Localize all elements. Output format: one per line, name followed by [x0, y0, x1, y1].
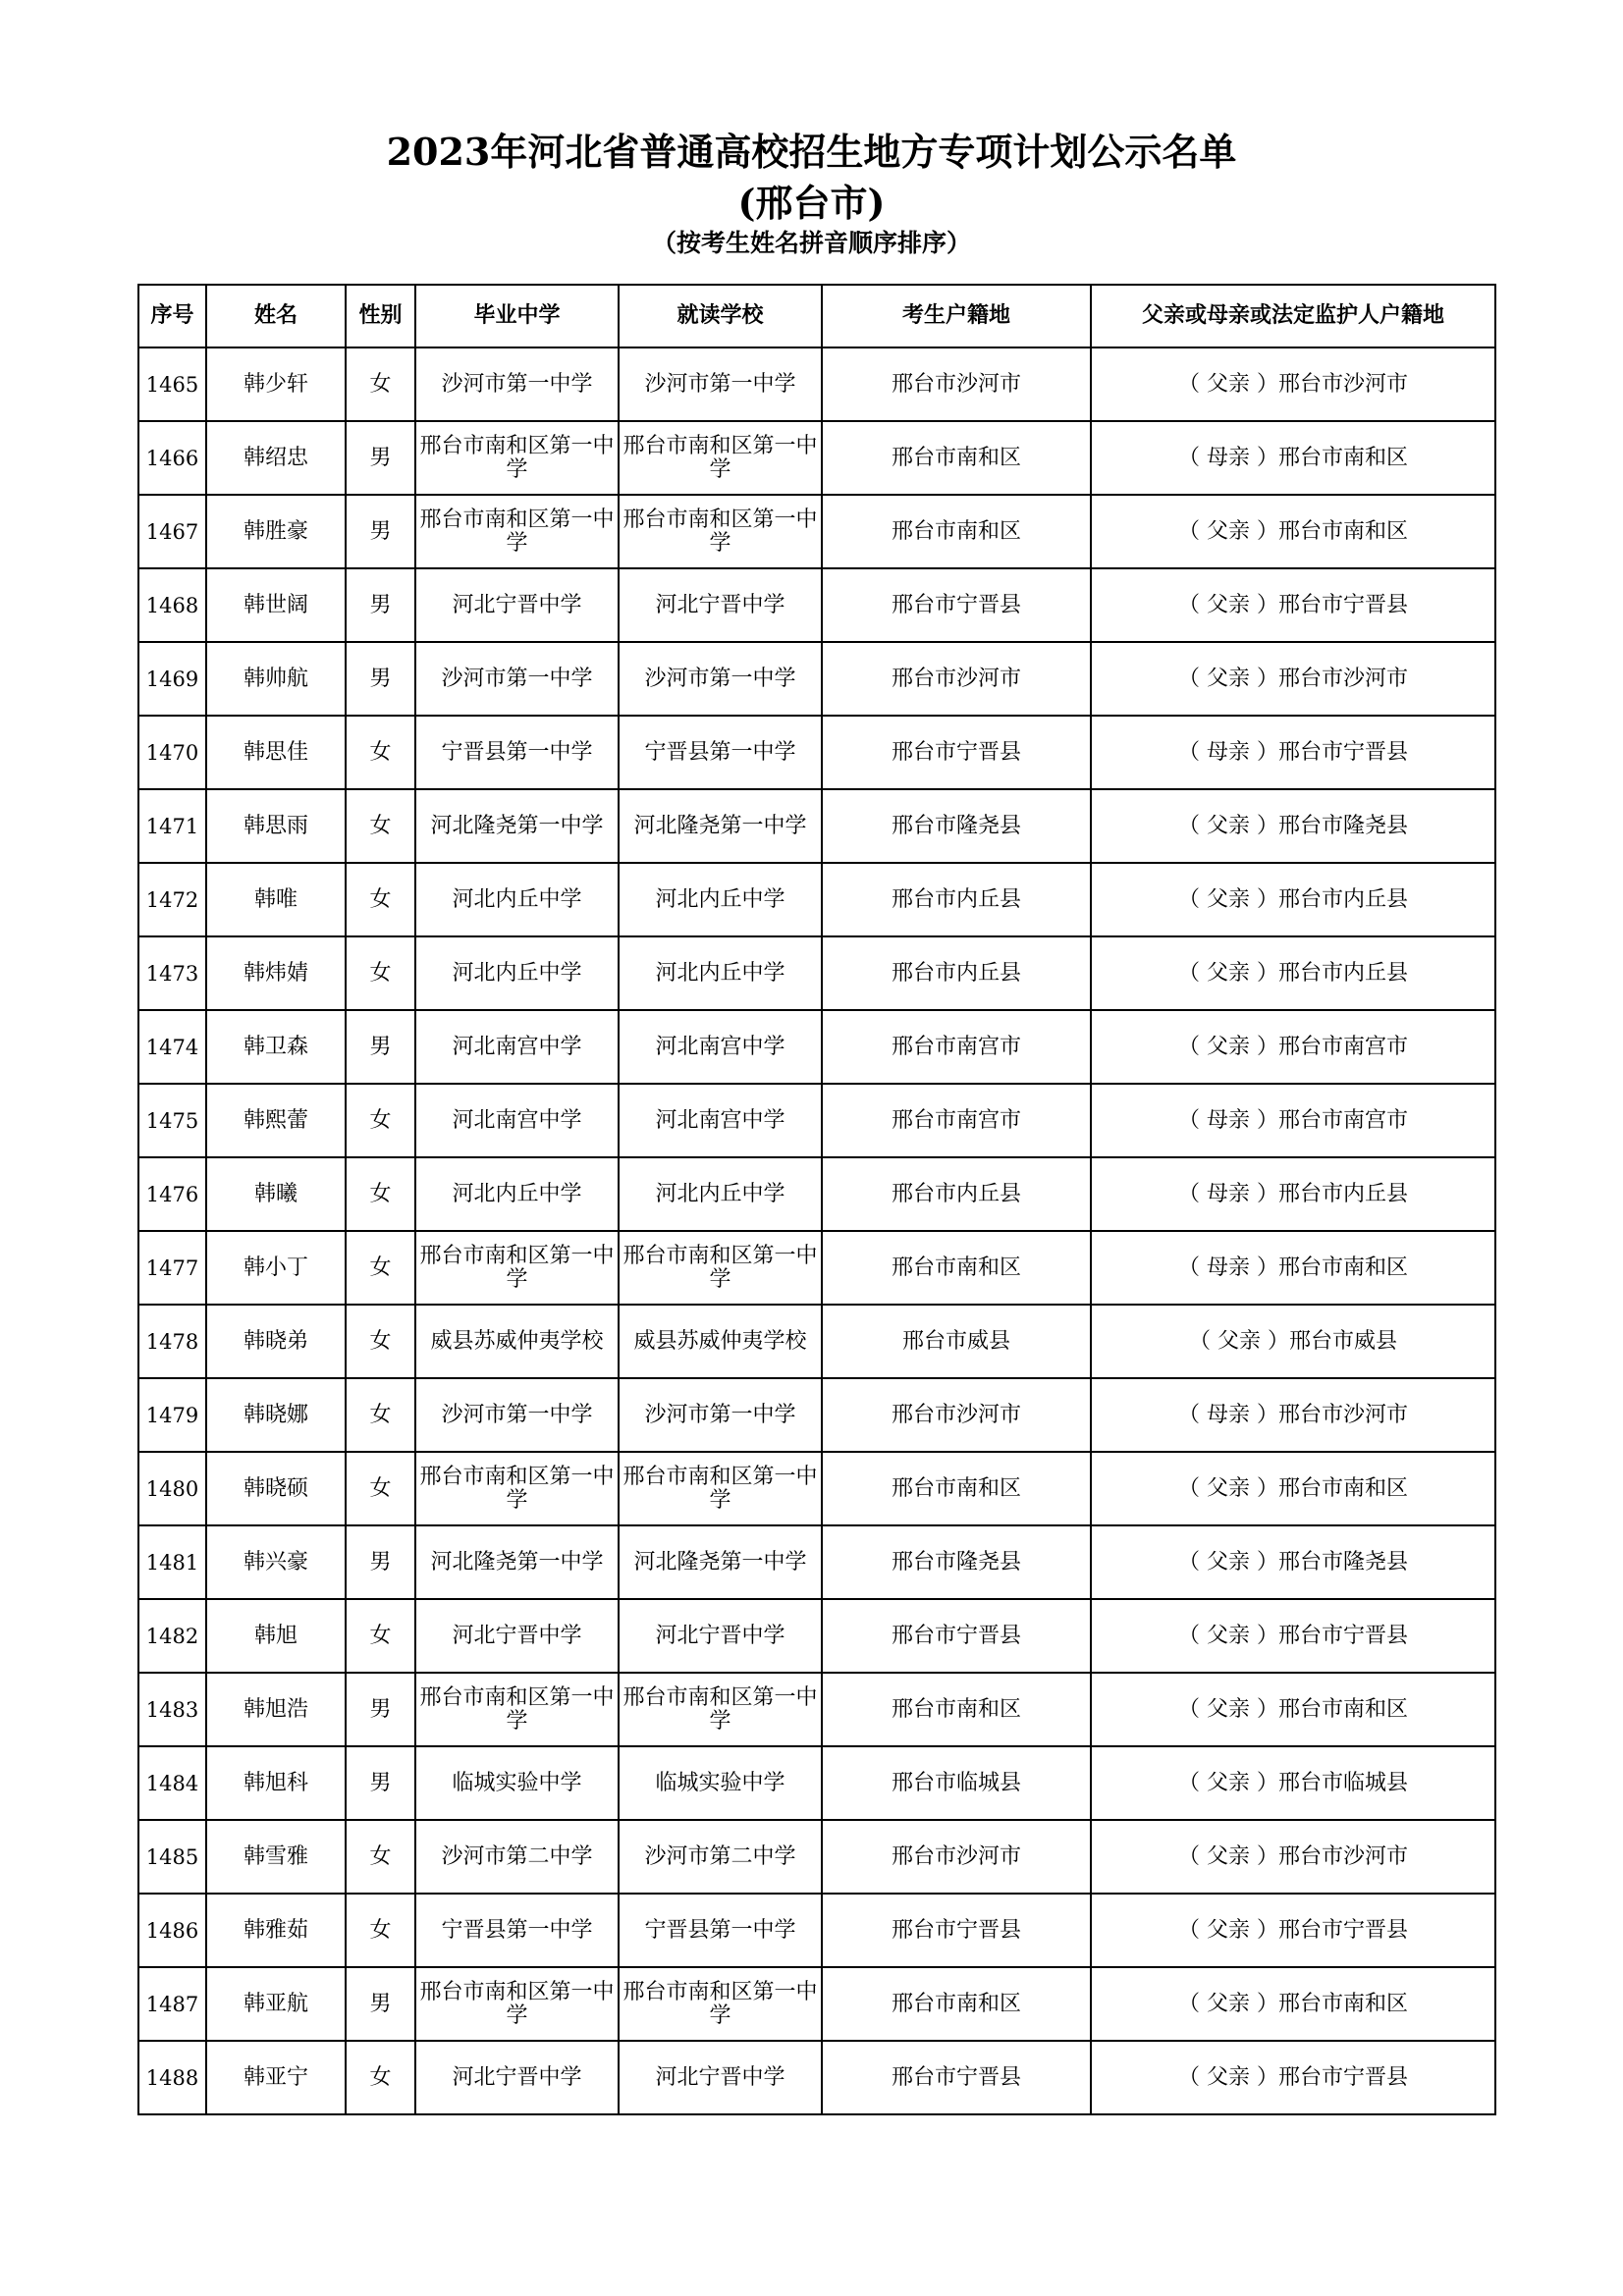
current-school-cell: 河北内丘中学: [619, 936, 822, 1010]
header-cell: 序号: [138, 285, 206, 347]
guardian-household-cell: （ 父亲 ）邢台市隆尧县: [1091, 789, 1495, 863]
guardian-household-cell: （ 父亲 ）邢台市宁晋县: [1091, 1894, 1495, 1967]
table-row: [138, 1967, 1495, 2041]
gender-cell: 男: [346, 1010, 415, 1084]
name-cell: 韩唯: [206, 863, 346, 936]
current-school-cell: 沙河市第二中学: [619, 1820, 822, 1894]
gender-cell: 男: [346, 1525, 415, 1599]
table-row: [138, 1820, 1495, 1894]
guardian-household-cell: （ 母亲 ）邢台市内丘县: [1091, 1157, 1495, 1231]
student-household-cell: 邢台市南和区: [822, 1452, 1091, 1525]
current-school-cell: 河北隆尧第一中学: [619, 789, 822, 863]
graduated-school-cell: 河北南宫中学: [415, 1084, 619, 1157]
student-household-cell: 邢台市沙河市: [822, 1820, 1091, 1894]
serial-cell: 1466: [138, 421, 206, 495]
table-row: [138, 1084, 1495, 1157]
table-row: [138, 1525, 1495, 1599]
current-school-cell: 邢台市南和区第一中学: [619, 495, 822, 568]
gender-cell: 男: [346, 495, 415, 568]
table-row: [138, 1894, 1495, 1967]
current-school-cell: 河北南宫中学: [619, 1010, 822, 1084]
gender-cell: 男: [346, 568, 415, 642]
guardian-household-cell: （ 父亲 ）邢台市内丘县: [1091, 936, 1495, 1010]
guardian-household-cell: （ 父亲 ）邢台市沙河市: [1091, 642, 1495, 716]
table-row: [138, 1010, 1495, 1084]
current-school-cell: 威县苏威仲夷学校: [619, 1305, 822, 1378]
gender-cell: 男: [346, 1673, 415, 1746]
guardian-household-cell: （ 父亲 ）邢台市沙河市: [1091, 1820, 1495, 1894]
name-cell: 韩胜豪: [206, 495, 346, 568]
student-household-cell: 邢台市宁晋县: [822, 716, 1091, 789]
guardian-household-cell: （ 母亲 ）邢台市南宫市: [1091, 1084, 1495, 1157]
name-cell: 韩思佳: [206, 716, 346, 789]
serial-cell: 1478: [138, 1305, 206, 1378]
guardian-household-cell: （ 父亲 ）邢台市内丘县: [1091, 863, 1495, 936]
serial-cell: 1472: [138, 863, 206, 936]
student-household-cell: 邢台市南和区: [822, 1231, 1091, 1305]
student-household-cell: 邢台市隆尧县: [822, 1525, 1091, 1599]
gender-cell: 女: [346, 1378, 415, 1452]
current-school-cell: 邢台市南和区第一中学: [619, 421, 822, 495]
table-row: [138, 2041, 1495, 2114]
gender-cell: 男: [346, 1746, 415, 1820]
graduated-school-cell: 河北宁晋中学: [415, 1599, 619, 1673]
gender-cell: 女: [346, 1157, 415, 1231]
table-row: [138, 347, 1495, 421]
current-school-cell: 沙河市第一中学: [619, 347, 822, 421]
graduated-school-cell: 邢台市南和区第一中学: [415, 1231, 619, 1305]
page-subtitle-city: (邢台市): [737, 181, 886, 225]
name-cell: 韩亚宁: [206, 2041, 346, 2114]
name-cell: 韩曦: [206, 1157, 346, 1231]
guardian-household-cell: （ 父亲 ）邢台市南宫市: [1091, 1010, 1495, 1084]
gender-cell: 女: [346, 1231, 415, 1305]
serial-cell: 1470: [138, 716, 206, 789]
current-school-cell: 宁晋县第一中学: [619, 1894, 822, 1967]
header-cell: 毕业中学: [415, 285, 619, 347]
serial-cell: 1486: [138, 1894, 206, 1967]
current-school-cell: 河北内丘中学: [619, 863, 822, 936]
guardian-household-cell: （ 母亲 ）邢台市宁晋县: [1091, 716, 1495, 789]
graduated-school-cell: 宁晋县第一中学: [415, 716, 619, 789]
serial-cell: 1468: [138, 568, 206, 642]
serial-cell: 1479: [138, 1378, 206, 1452]
serial-cell: 1488: [138, 2041, 206, 2114]
gender-cell: 女: [346, 716, 415, 789]
guardian-household-cell: （ 母亲 ）邢台市沙河市: [1091, 1378, 1495, 1452]
graduated-school-cell: 河北内丘中学: [415, 936, 619, 1010]
student-household-cell: 邢台市内丘县: [822, 1157, 1091, 1231]
serial-cell: 1469: [138, 642, 206, 716]
name-cell: 韩少轩: [206, 347, 346, 421]
guardian-household-cell: （ 父亲 ）邢台市威县: [1091, 1305, 1495, 1378]
guardian-household-cell: （ 父亲 ）邢台市南和区: [1091, 1673, 1495, 1746]
table-row: [138, 495, 1495, 568]
name-cell: 韩小丁: [206, 1231, 346, 1305]
table-row: [138, 1157, 1495, 1231]
student-household-cell: 邢台市沙河市: [822, 642, 1091, 716]
serial-cell: 1477: [138, 1231, 206, 1305]
serial-cell: 1484: [138, 1746, 206, 1820]
name-cell: 韩旭浩: [206, 1673, 346, 1746]
table-row: [138, 1231, 1495, 1305]
name-cell: 韩旭: [206, 1599, 346, 1673]
graduated-school-cell: 沙河市第一中学: [415, 642, 619, 716]
header-cell: 性别: [346, 285, 415, 347]
serial-cell: 1473: [138, 936, 206, 1010]
current-school-cell: 河北宁晋中学: [619, 568, 822, 642]
graduated-school-cell: 河北宁晋中学: [415, 568, 619, 642]
graduated-school-cell: 河北南宫中学: [415, 1010, 619, 1084]
student-household-cell: 邢台市威县: [822, 1305, 1091, 1378]
student-household-cell: 邢台市内丘县: [822, 863, 1091, 936]
table-header-row: [138, 285, 1495, 347]
name-cell: 韩晓硕: [206, 1452, 346, 1525]
student-household-cell: 邢台市南宫市: [822, 1010, 1091, 1084]
student-household-cell: 邢台市宁晋县: [822, 1599, 1091, 1673]
table-row: [138, 1599, 1495, 1673]
current-school-cell: 临城实验中学: [619, 1746, 822, 1820]
serial-cell: 1481: [138, 1525, 206, 1599]
guardian-household-cell: （ 父亲 ）邢台市南和区: [1091, 1967, 1495, 2041]
guardian-household-cell: （ 父亲 ）邢台市临城县: [1091, 1746, 1495, 1820]
name-cell: 韩世阔: [206, 568, 346, 642]
page-title: 2023年河北省普通高校招生地方专项计划公示名单: [386, 130, 1237, 174]
student-household-cell: 邢台市南宫市: [822, 1084, 1091, 1157]
current-school-cell: 沙河市第一中学: [619, 642, 822, 716]
current-school-cell: 河北宁晋中学: [619, 1599, 822, 1673]
table-row: [138, 421, 1495, 495]
graduated-school-cell: 沙河市第一中学: [415, 1378, 619, 1452]
header-cell: 姓名: [206, 285, 346, 347]
header-cell: 父亲或母亲或法定监护人户籍地: [1091, 285, 1495, 347]
guardian-household-cell: （ 父亲 ）邢台市南和区: [1091, 1452, 1495, 1525]
header-cell: 就读学校: [619, 285, 822, 347]
student-household-cell: 邢台市南和区: [822, 495, 1091, 568]
name-cell: 韩亚航: [206, 1967, 346, 2041]
gender-cell: 女: [346, 789, 415, 863]
gender-cell: 男: [346, 1967, 415, 2041]
serial-cell: 1480: [138, 1452, 206, 1525]
gender-cell: 男: [346, 421, 415, 495]
graduated-school-cell: 河北隆尧第一中学: [415, 1525, 619, 1599]
table-row: [138, 1452, 1495, 1525]
page-sort-note: （按考生姓名拼音顺序排序）: [651, 229, 971, 257]
student-household-cell: 邢台市临城县: [822, 1746, 1091, 1820]
current-school-cell: 邢台市南和区第一中学: [619, 1452, 822, 1525]
graduated-school-cell: 威县苏威仲夷学校: [415, 1305, 619, 1378]
gender-cell: 男: [346, 642, 415, 716]
gender-cell: 女: [346, 936, 415, 1010]
guardian-household-cell: （ 父亲 ）邢台市宁晋县: [1091, 568, 1495, 642]
current-school-cell: 河北宁晋中学: [619, 2041, 822, 2114]
header-cell: 考生户籍地: [822, 285, 1091, 347]
graduated-school-cell: 邢台市南和区第一中学: [415, 1673, 619, 1746]
name-cell: 韩晓弟: [206, 1305, 346, 1378]
name-cell: 韩雪雅: [206, 1820, 346, 1894]
student-household-cell: 邢台市宁晋县: [822, 2041, 1091, 2114]
serial-cell: 1485: [138, 1820, 206, 1894]
guardian-household-cell: （ 父亲 ）邢台市南和区: [1091, 495, 1495, 568]
name-cell: 韩绍忠: [206, 421, 346, 495]
serial-cell: 1467: [138, 495, 206, 568]
guardian-household-cell: （ 父亲 ）邢台市宁晋县: [1091, 1599, 1495, 1673]
serial-cell: 1487: [138, 1967, 206, 2041]
graduated-school-cell: 河北内丘中学: [415, 863, 619, 936]
student-household-cell: 邢台市南和区: [822, 421, 1091, 495]
graduated-school-cell: 河北内丘中学: [415, 1157, 619, 1231]
guardian-household-cell: （ 父亲 ）邢台市沙河市: [1091, 347, 1495, 421]
table-row: [138, 1673, 1495, 1746]
student-household-cell: 邢台市沙河市: [822, 347, 1091, 421]
name-cell: 韩思雨: [206, 789, 346, 863]
serial-cell: 1471: [138, 789, 206, 863]
table-row: [138, 716, 1495, 789]
graduated-school-cell: 邢台市南和区第一中学: [415, 1967, 619, 2041]
gender-cell: 女: [346, 2041, 415, 2114]
table-row: [138, 1305, 1495, 1378]
admission-list-table: [137, 284, 1496, 2115]
table-row: [138, 1746, 1495, 1820]
gender-cell: 女: [346, 863, 415, 936]
current-school-cell: 邢台市南和区第一中学: [619, 1967, 822, 2041]
name-cell: 韩帅航: [206, 642, 346, 716]
student-household-cell: 邢台市内丘县: [822, 936, 1091, 1010]
current-school-cell: 沙河市第一中学: [619, 1378, 822, 1452]
student-household-cell: 邢台市沙河市: [822, 1378, 1091, 1452]
guardian-household-cell: （ 父亲 ）邢台市宁晋县: [1091, 2041, 1495, 2114]
table-row: [138, 789, 1495, 863]
table-row: [138, 1378, 1495, 1452]
serial-cell: 1482: [138, 1599, 206, 1673]
table-body: [138, 347, 1495, 2114]
guardian-household-cell: （ 母亲 ）邢台市南和区: [1091, 421, 1495, 495]
student-household-cell: 邢台市宁晋县: [822, 1894, 1091, 1967]
graduated-school-cell: 河北隆尧第一中学: [415, 789, 619, 863]
name-cell: 韩雅茹: [206, 1894, 346, 1967]
table-row: [138, 936, 1495, 1010]
serial-cell: 1483: [138, 1673, 206, 1746]
student-household-cell: 邢台市南和区: [822, 1673, 1091, 1746]
gender-cell: 女: [346, 1305, 415, 1378]
graduated-school-cell: 沙河市第一中学: [415, 347, 619, 421]
current-school-cell: 河北内丘中学: [619, 1157, 822, 1231]
name-cell: 韩熙蕾: [206, 1084, 346, 1157]
name-cell: 韩卫森: [206, 1010, 346, 1084]
current-school-cell: 宁晋县第一中学: [619, 716, 822, 789]
graduated-school-cell: 河北宁晋中学: [415, 2041, 619, 2114]
gender-cell: 女: [346, 1820, 415, 1894]
current-school-cell: 邢台市南和区第一中学: [619, 1231, 822, 1305]
gender-cell: 女: [346, 1084, 415, 1157]
student-household-cell: 邢台市宁晋县: [822, 568, 1091, 642]
student-household-cell: 邢台市隆尧县: [822, 789, 1091, 863]
student-household-cell: 邢台市南和区: [822, 1967, 1091, 2041]
gender-cell: 女: [346, 1599, 415, 1673]
serial-cell: 1476: [138, 1157, 206, 1231]
current-school-cell: 河北南宫中学: [619, 1084, 822, 1157]
table-row: [138, 642, 1495, 716]
serial-cell: 1475: [138, 1084, 206, 1157]
name-cell: 韩兴豪: [206, 1525, 346, 1599]
graduated-school-cell: 邢台市南和区第一中学: [415, 1452, 619, 1525]
graduated-school-cell: 临城实验中学: [415, 1746, 619, 1820]
gender-cell: 女: [346, 1452, 415, 1525]
serial-cell: 1465: [138, 347, 206, 421]
graduated-school-cell: 宁晋县第一中学: [415, 1894, 619, 1967]
graduated-school-cell: 邢台市南和区第一中学: [415, 495, 619, 568]
serial-cell: 1474: [138, 1010, 206, 1084]
guardian-household-cell: （ 父亲 ）邢台市隆尧县: [1091, 1525, 1495, 1599]
table-row: [138, 568, 1495, 642]
name-cell: 韩旭科: [206, 1746, 346, 1820]
name-cell: 韩晓娜: [206, 1378, 346, 1452]
gender-cell: 女: [346, 347, 415, 421]
name-cell: 韩炜婧: [206, 936, 346, 1010]
current-school-cell: 邢台市南和区第一中学: [619, 1673, 822, 1746]
graduated-school-cell: 邢台市南和区第一中学: [415, 421, 619, 495]
table-row: [138, 863, 1495, 936]
graduated-school-cell: 沙河市第二中学: [415, 1820, 619, 1894]
gender-cell: 女: [346, 1894, 415, 1967]
current-school-cell: 河北隆尧第一中学: [619, 1525, 822, 1599]
guardian-household-cell: （ 母亲 ）邢台市南和区: [1091, 1231, 1495, 1305]
